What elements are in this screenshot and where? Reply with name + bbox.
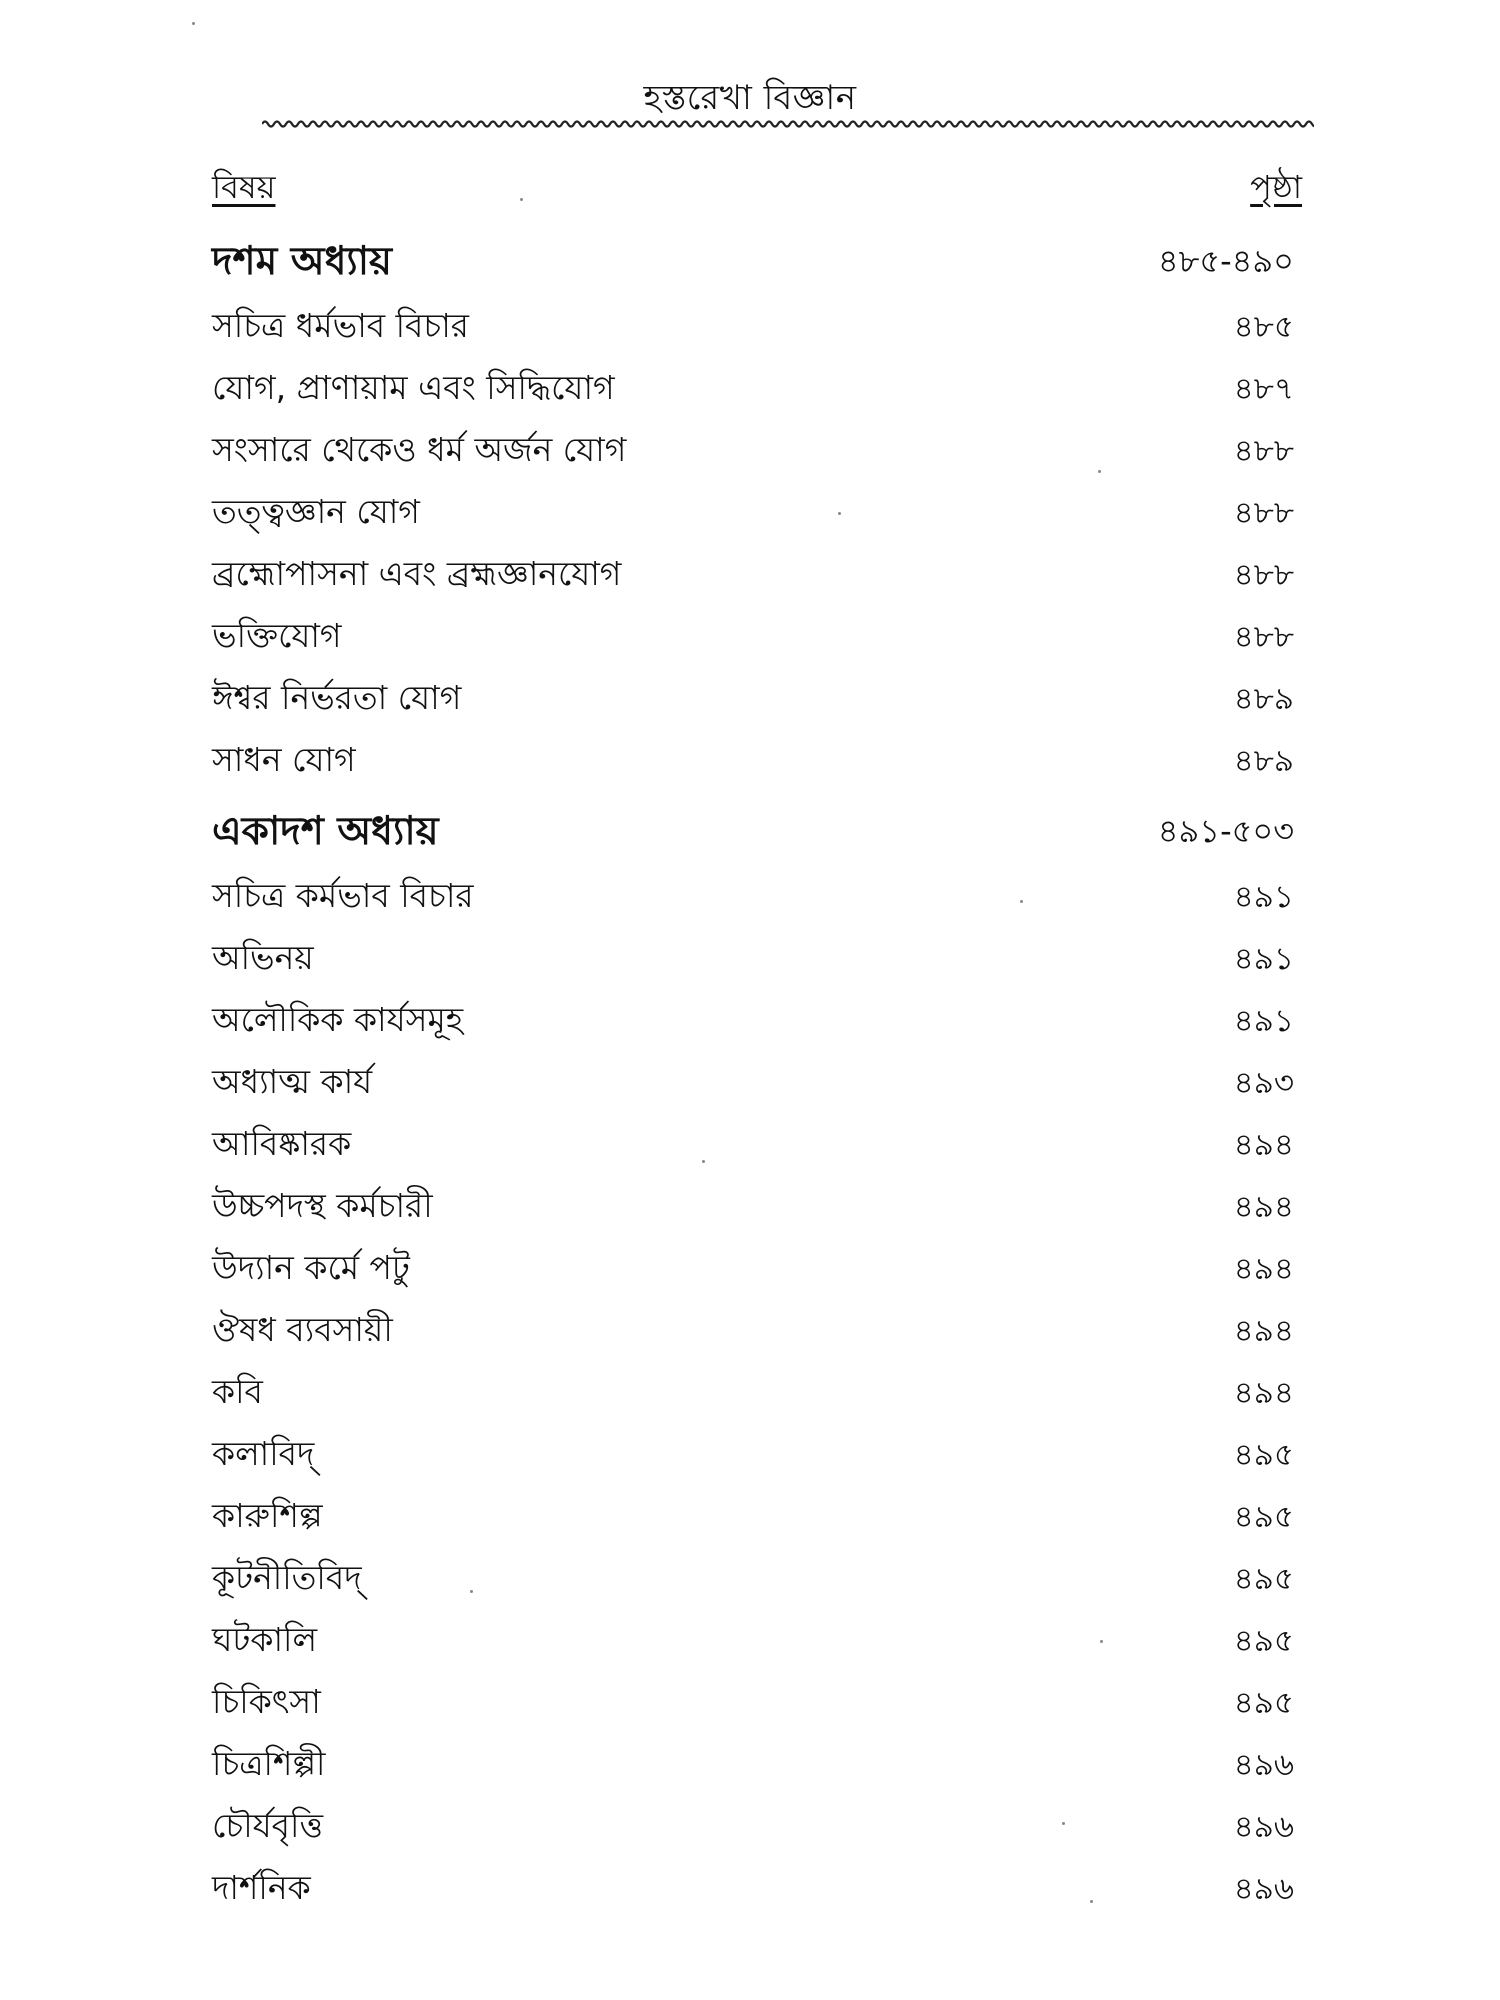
page-number: ৪৮৮: [1233, 495, 1294, 531]
page-number: ৪৯৫: [1233, 1499, 1294, 1535]
page-number: ৪৯৬: [1233, 1871, 1294, 1907]
entry-title: উদ্যান কর্মে পটু: [212, 1248, 410, 1287]
entry-title: কূটনীতিবিদ্: [212, 1558, 362, 1597]
page-number: ৪৯৫: [1233, 1623, 1294, 1659]
page-number: ৪৮৮: [1233, 433, 1294, 469]
entry-title: কলাবিদ্: [212, 1434, 315, 1473]
entry-title: চৌর্যবৃত্তি: [212, 1806, 324, 1845]
page-number: ৪৯৬: [1233, 1809, 1294, 1845]
entry-title: অভিনয়: [212, 938, 314, 977]
toc-entry-row: [212, 1614, 1302, 1676]
page-number: ৪৯৫: [1233, 1561, 1294, 1597]
toc-entry-row: [212, 300, 1302, 362]
page-number: ৪৮৫-৪৯০: [1157, 242, 1294, 280]
toc-entry-row: [212, 424, 1302, 486]
entry-title: ঈশ্বর নির্ভরতা যোগ: [212, 678, 462, 717]
entry-title: ঔষধ ব্যবসায়ী: [212, 1310, 393, 1349]
entry-title: অধ্যাত্ম কার্য: [212, 1062, 373, 1101]
toc-entry-row: [212, 1242, 1302, 1304]
toc-entry-row: [212, 1118, 1302, 1180]
page-number: ৪৮৯: [1233, 681, 1294, 717]
entry-title: আবিষ্কারক: [212, 1124, 352, 1163]
entry-title: যোগ, প্রাণায়াম এবং সিদ্ধিযোগ: [212, 368, 615, 407]
subject-column-heading: বিষয়: [212, 168, 276, 206]
toc-entry-row: [212, 1428, 1302, 1490]
entry-title: কবি: [212, 1372, 263, 1411]
toc-entry-row: [212, 1366, 1302, 1428]
toc-entry-row: [212, 1056, 1302, 1118]
entry-title: ব্রহ্মোপাসনা এবং ব্রহ্মজ্ঞানযোগ: [212, 554, 622, 593]
page-column-heading: পৃষ্ঠা: [1250, 168, 1302, 206]
entry-title: কারুশিল্প: [212, 1496, 323, 1535]
toc-chapter-row: [212, 226, 1302, 300]
page-number: ৪৮৮: [1233, 557, 1294, 593]
toc-entry-row: [212, 734, 1302, 796]
entry-title: তত্ত্বজ্ঞান যোগ: [212, 492, 420, 531]
toc-entry-row: [212, 1304, 1302, 1366]
page-number: ৪৯১-৫০৩: [1157, 812, 1294, 850]
page-number: ৪৯৬: [1233, 1747, 1294, 1783]
toc-entry-row: [212, 1490, 1302, 1552]
page-number: ৪৯৪: [1233, 1313, 1294, 1349]
entry-title: উচ্চপদস্থ কর্মচারী: [212, 1186, 433, 1225]
toc-entry-row: [212, 672, 1302, 734]
entry-title: সাধন যোগ: [212, 740, 356, 779]
entry-title: সচিত্র ধর্মভাব বিচার: [212, 306, 469, 345]
toc-entry-row: [212, 932, 1302, 994]
toc-entry-row: [212, 1738, 1302, 1800]
page-number: ৪৮৭: [1233, 371, 1294, 407]
chapter-title: দশম অধ্যায়: [212, 238, 393, 284]
page-number: ৪৯৪: [1233, 1251, 1294, 1287]
toc-entry-row: [212, 1552, 1302, 1614]
toc-entry-row: [212, 1180, 1302, 1242]
entry-title: চিকিৎসা: [212, 1682, 321, 1721]
page-number: ৪৮৯: [1233, 743, 1294, 779]
entry-title: চিত্রশিল্পী: [212, 1744, 326, 1783]
page-number: ৪৮৫: [1233, 309, 1294, 345]
toc-chapter-row: [212, 796, 1302, 870]
page-number: ৪৯৪: [1233, 1127, 1294, 1163]
toc-entry-row: [212, 362, 1302, 424]
entry-title: ঘটকালি: [212, 1620, 318, 1659]
toc-entry-row: [212, 994, 1302, 1056]
entry-title: সচিত্র কর্মভাব বিচার: [212, 876, 474, 915]
table-of-contents: [212, 226, 1302, 1924]
page-number: ৪৯৫: [1233, 1437, 1294, 1473]
toc-entry-row: [212, 870, 1302, 932]
toc-entry-row: [212, 486, 1302, 548]
chapter-title: একাদশ অধ্যায়: [212, 808, 439, 854]
toc-entry-row: [212, 1862, 1302, 1924]
toc-entry-row: [212, 1800, 1302, 1862]
page-number: ৪৯১: [1233, 1003, 1294, 1039]
wavy-divider: [262, 116, 1314, 132]
page-number: ৪৯৫: [1233, 1685, 1294, 1721]
entry-title: অলৌকিক কার্যসমূহ: [212, 1000, 464, 1039]
page-number: ৪৯১: [1233, 879, 1294, 915]
page-number: ৪৯৩: [1233, 1065, 1294, 1101]
toc-entry-row: [212, 1676, 1302, 1738]
entry-title: দার্শনিক: [212, 1868, 311, 1907]
page-number: ৪৯৪: [1233, 1189, 1294, 1225]
page-number: ৪৯৪: [1233, 1375, 1294, 1411]
running-header-title: হস্তরেখা বিজ্ঞান: [643, 78, 857, 118]
entry-title: ভক্তিযোগ: [212, 616, 342, 655]
toc-entry-row: [212, 610, 1302, 672]
page-number: ৪৯১: [1233, 941, 1294, 977]
entry-title: সংসারে থেকেও ধর্ম অর্জন যোগ: [212, 430, 627, 469]
toc-entry-row: [212, 548, 1302, 610]
page-number: ৪৮৮: [1233, 619, 1294, 655]
